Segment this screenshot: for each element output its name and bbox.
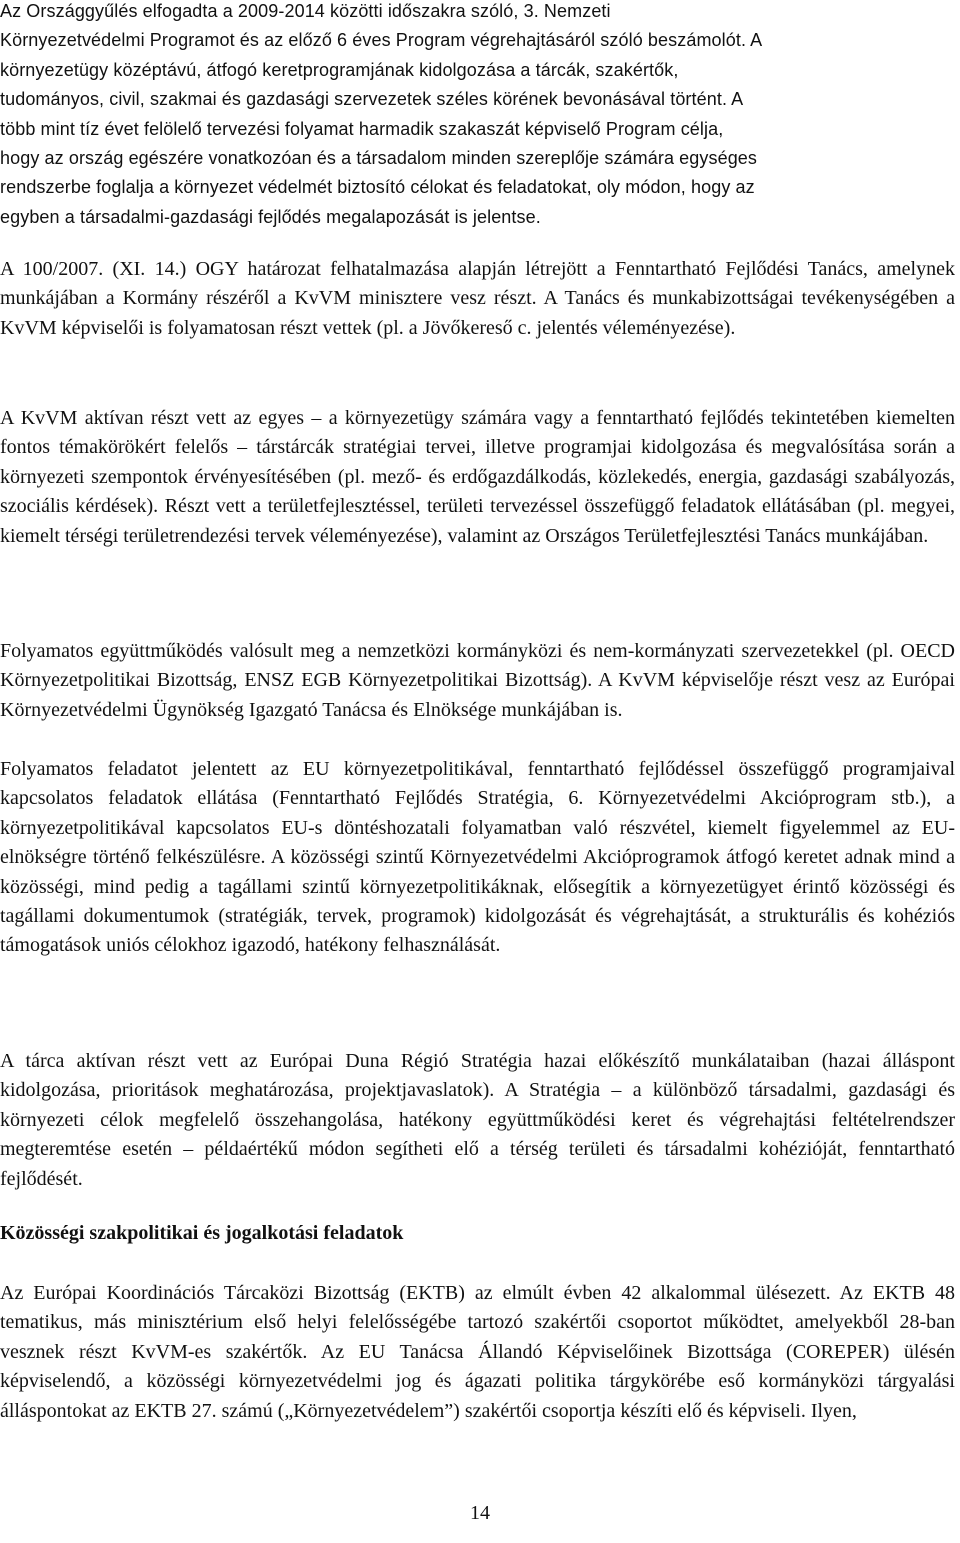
text-line: rendszerbe foglalja a környezet védelmét biztosító célokat és feladatokat, oly módon, hogy az [0, 177, 755, 198]
paragraph-sustainable-council: A 100/2007. (XI. 14.) OGY határozat felhatalmazása alapján létrejött a Fenntartható Fejlődési Tanács, amelynek munkájában a Kormány részéről a KvVM minisztere vesz részt. A Tanács és munkabizottságai tevékenységében a KvVM képviselői is folyamatosan részt vettek (pl. a Jövőkereső c. jelentés véleményezése). [0, 258, 955, 339]
paragraph-eu-environment-policy: Folyamatos feladatot jelentett az EU környezetpolitikával, fenntartható fejlődéssel összefüggő programjaival kapcsolatos feladatok ellátása (Fenntartható Fejlődés Stratégia, 6. Környezetvédelmi Akcióprogram stb.), a környezetpolitikával kapcsolatos EU-s döntéshozatali folyamatban való részvétel, kiemelt figyelemmel az EU-elnökségre történő felkészülésre. A közösségi szintű Környezetvédelmi Akcióprogramok átfogó keretet adnak mind a közösségi, mind pedig a tagállami szintű környezetpolitikáknak, elősegítik a környezetügyet érintő közösségi és tagállami dokumentumok (stratégiák, tervek, programok) kidolgozását és végrehajtását, a strukturális és kohéziós támogatások uniós célokhoz igazodó, hatékony felhasználását. [0, 758, 955, 957]
paragraph-international-cooperation: Folyamatos együttműködés valósult meg a nemzetközi kormányközi és nem-kormányzati szervezetekkel (pl. OECD Környezetpolitikai Bizottság, ENSZ EGB Környezetpolitikai Bizottság). A KvVM képviselője részt vesz az Európai Környezetvédelmi Ügynökség Igazgató Tanácsa és Elnöksége munkájában is. [0, 640, 955, 721]
page-number: 14 [470, 1502, 490, 1524]
paragraph-parliament-program [0, 0, 955, 232]
paragraph-danube-strategy: A tárca aktívan részt vett az Európai Duna Régió Stratégia hazai előkészítő munkálataiban (hazai álláspont kidolgozása, prioritások meghatározása, projektjavaslatok). A Stratégia – a különböző társadalmi, gazdasági és környezeti célok megfelelő összehangolása, hatékony együttműködési keret és végrehajtási feltételrendszer megteremtése esetén – példaértékű módon segítheti elő a térség területi és társadalmi kohézióját, fenntartható fejlődését. [0, 1050, 955, 1190]
text-line: több mint tíz évet felölelő tervezési folyamat harmadik szakaszát képviselő Program célja, [0, 118, 724, 139]
paragraph-ektb: Az Európai Koordinációs Tárcaközi Bizottság (EKTB) az elmúlt évben 42 alkalommal ülésezett. Az EKTB 48 tematikus, más minisztérium első helyi felelősségébe tartozó szakértői csoportot működtet, amelyekből 28-ban vesznek részt KvVM-es szakértők. Az EU Tanácsa Állandó Képviselőinek Bizottsága (COREPER) ülésén képviselendő, a közösségi környezetvédelmi jog és ágazati politika tárgykörébe eső kormányközi tárgyalási álláspontokat az EKTB 27. számú („Környezetvédelem”) szakértői csoportja készíti elő és képviseli. Ilyen, [0, 1282, 955, 1422]
text-line: egyben a társadalmi-gazdasági fejlődés megalapozását is jelentse. [0, 206, 541, 227]
text-line: környezetügy középtávú, átfogó keretprogramjának kidolgozása a tárcák, szakértők, [0, 59, 679, 80]
text-line: tudományos, civil, szakmai és gazdasági szervezetek széles körének bevonásával történt. A [0, 89, 744, 110]
paragraph-kvvm-strategies: A KvVM aktívan részt vett az egyes – a környezetügy számára vagy a fenntartható fejlődés tekintetében kiemelten fontos témakörökért felelős – társtárcák stratégiai tervei, illetve programjai kidolgozása és megvalósítása során a környezeti szempontok érvényesítésében (pl. mező- és erdőgazdálkodás, közlekedés, energia, gazdasági szabályozás, szociális kérdések). Részt vett a területfejlesztéssel, területi tervezéssel összefüggő feladatok ellátásában (pl. megyei, kiemelt térségi területrendezési tervek véleményezése), valamint az Országos Területfejlesztési Tanács munkájában. [0, 407, 955, 547]
text-line: Az Országgyűlés elfogadta a 2009-2014 közötti időszakra szóló, 3. Nemzeti [0, 1, 611, 21]
text-line: hogy az ország egészére vonatkozóan és a társadalom minden szereplője számára egységes [0, 148, 758, 169]
section-heading: Közösségi szakpolitikai és jogalkotási feladatok [0, 1222, 404, 1244]
text-line: Környezetvédelmi Programot és az előző 6 éves Program végrehajtásáról szóló beszámolót. A [0, 30, 763, 51]
